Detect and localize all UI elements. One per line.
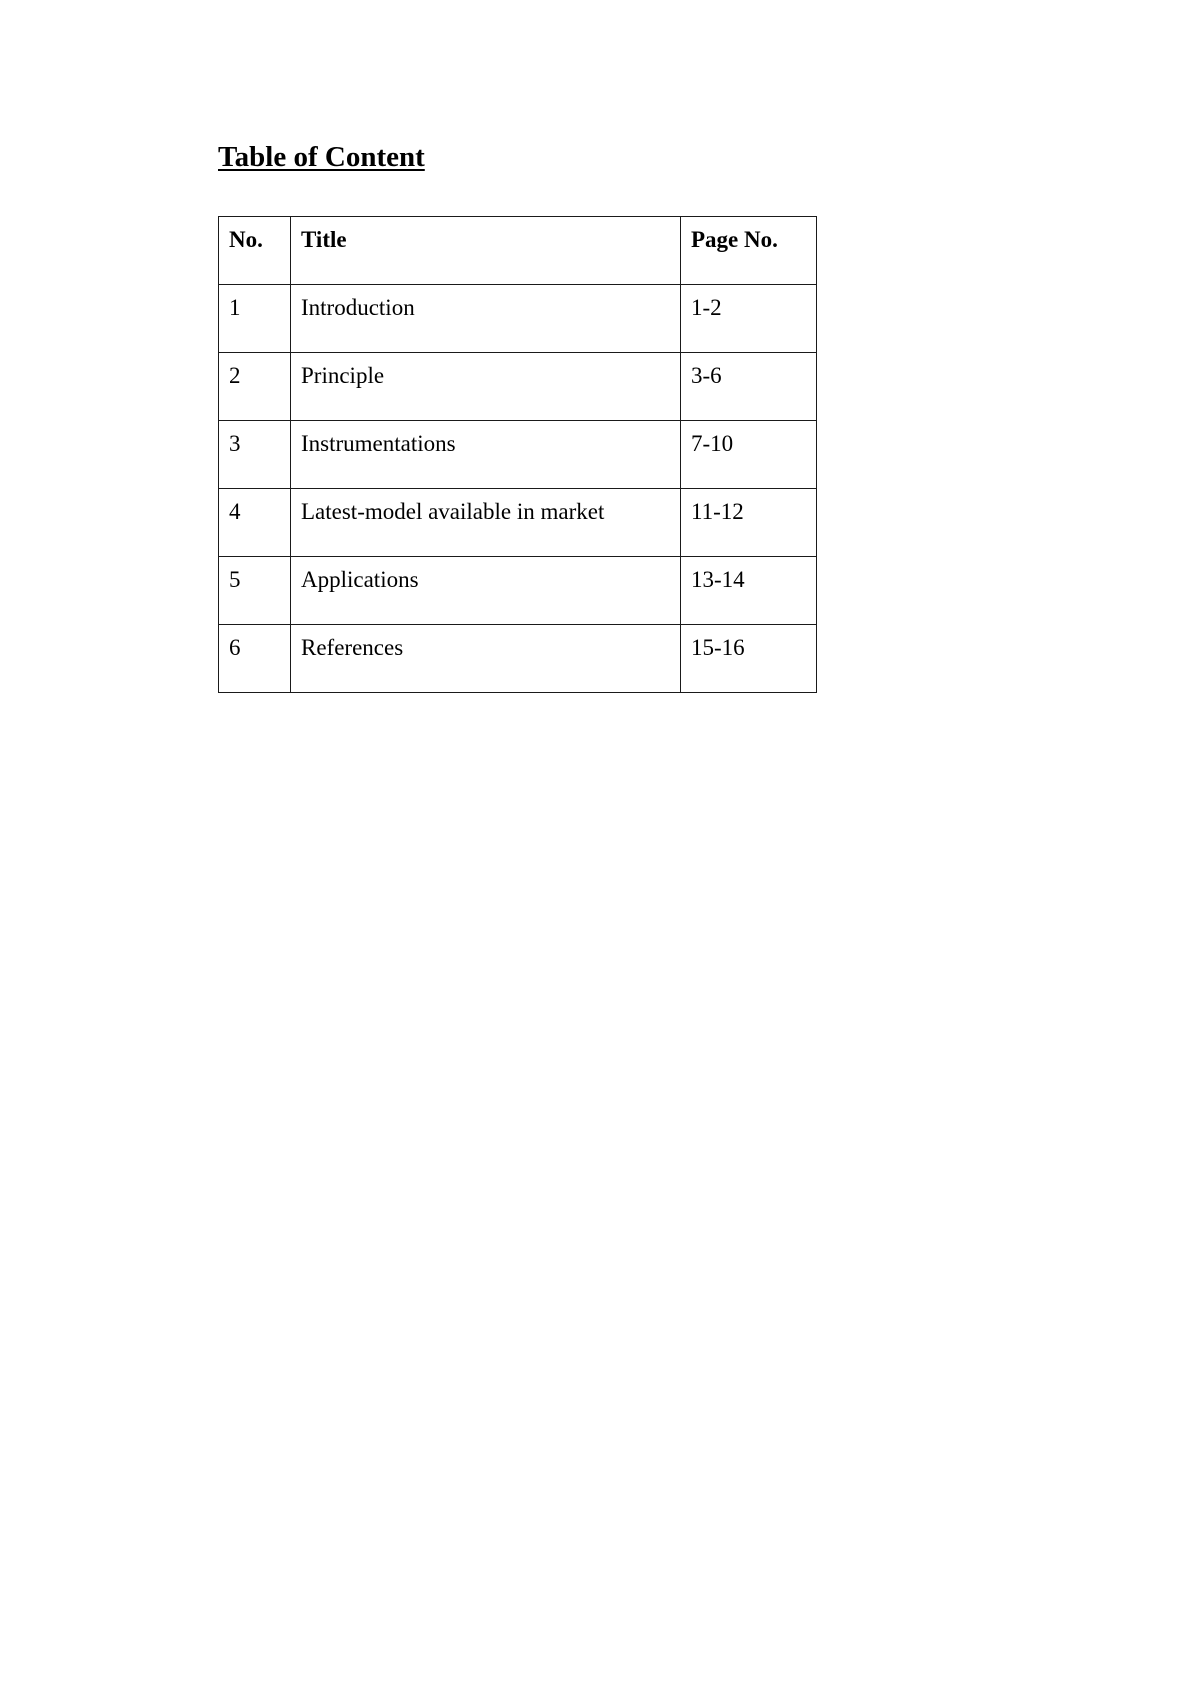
cell-no: 6 — [219, 625, 291, 693]
cell-no: 5 — [219, 557, 291, 625]
table-row — [219, 489, 817, 557]
cell-page: 15-16 — [681, 625, 817, 693]
cell-page: 3-6 — [681, 353, 817, 421]
cell-no: 4 — [219, 489, 291, 557]
column-header-no: No. — [219, 217, 291, 285]
toc-table-body — [219, 285, 817, 693]
toc-table-header — [219, 217, 817, 285]
column-header-page: Page No. — [681, 217, 817, 285]
cell-title: Introduction — [291, 285, 681, 353]
cell-page: 1-2 — [681, 285, 817, 353]
cell-title: Latest-model available in market — [291, 489, 681, 557]
cell-title: Instrumentations — [291, 421, 681, 489]
cell-page: 13-14 — [681, 557, 817, 625]
toc-table — [218, 216, 817, 693]
column-header-title: Title — [291, 217, 681, 285]
cell-no: 3 — [219, 421, 291, 489]
table-row — [219, 557, 817, 625]
table-header-row — [219, 217, 817, 285]
table-row — [219, 353, 817, 421]
page-title: Table of Content — [218, 141, 425, 173]
cell-title: Principle — [291, 353, 681, 421]
cell-title: Applications — [291, 557, 681, 625]
table-row — [219, 421, 817, 489]
table-row — [219, 625, 817, 693]
cell-no: 2 — [219, 353, 291, 421]
cell-title: References — [291, 625, 681, 693]
table-row — [219, 285, 817, 353]
cell-page: 11-12 — [681, 489, 817, 557]
cell-no: 1 — [219, 285, 291, 353]
cell-page: 7-10 — [681, 421, 817, 489]
